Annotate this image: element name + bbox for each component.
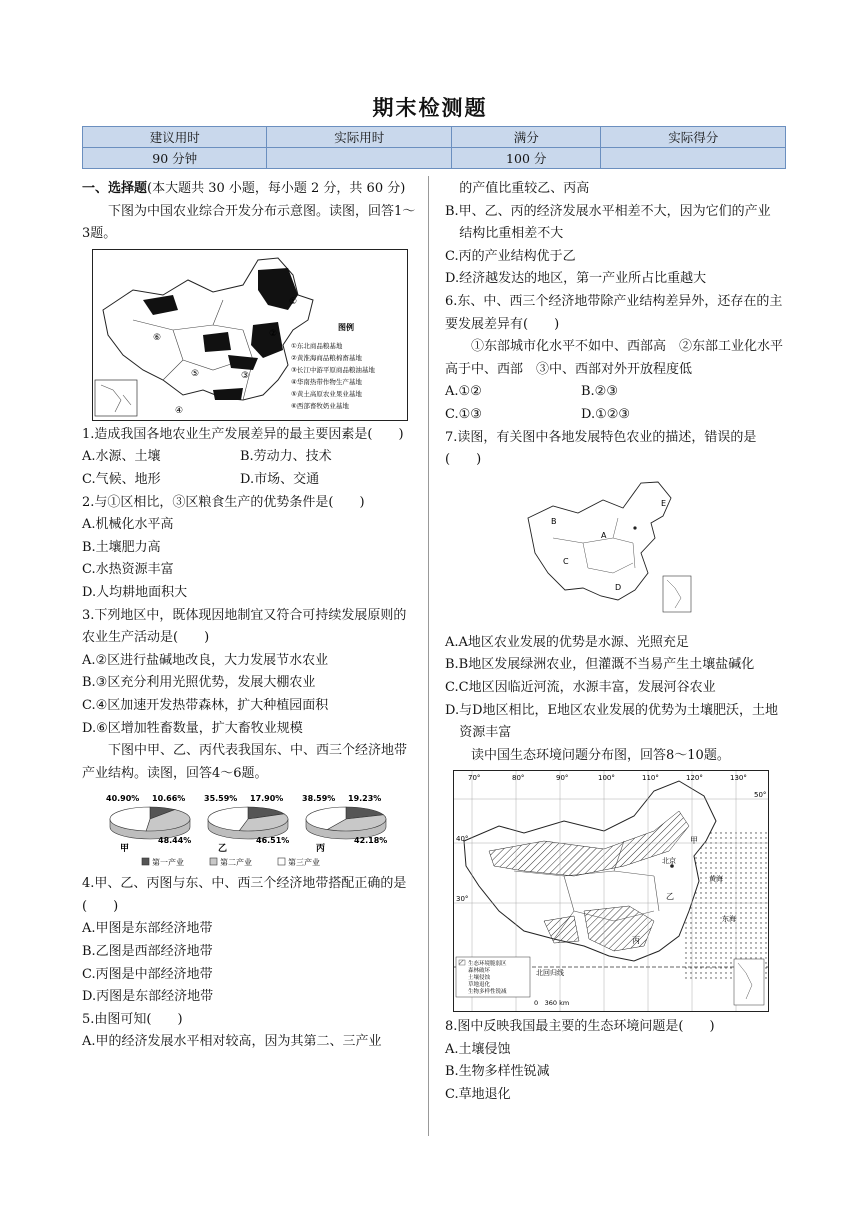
- q1-option-a[interactable]: A.水源、土壤: [82, 449, 161, 465]
- header-actual-score: 实际得分: [601, 127, 786, 148]
- legend-item-1: ①东北商品粮基地: [291, 341, 343, 350]
- q6-options-row2: [445, 404, 783, 427]
- left-column: [82, 178, 416, 1054]
- beijing-dot: [633, 526, 636, 529]
- pie-3-label-secondary: 38.59%: [302, 794, 336, 804]
- label-5: ⑤: [191, 368, 200, 379]
- label-tropic: 北回归线: [536, 969, 564, 978]
- q5-option-a-cont[interactable]: 的产值比重较乙、丙高: [459, 181, 590, 196]
- label-1: ①: [289, 296, 298, 307]
- q6-option-a[interactable]: A.①②: [445, 384, 482, 400]
- pie-3-label-primary: 19.23%: [348, 794, 382, 804]
- q6-option-c[interactable]: C.①③: [445, 406, 482, 422]
- section-title: 一、选择题: [82, 181, 148, 196]
- label-beijing: 北京: [662, 857, 676, 866]
- industry-pie-charts: [100, 789, 400, 869]
- region-map-svg: [523, 478, 703, 628]
- intro-2: 下图中甲、乙、丙代表我国东、中、西三个经济地带产业结构。读图，回答4～6题。: [82, 743, 408, 781]
- pie-1-name: 甲: [120, 844, 130, 855]
- pie-legend-label-3: 第三产业: [288, 858, 320, 868]
- lon-80: 80°: [512, 774, 525, 783]
- label-c: C: [563, 556, 569, 566]
- q3-option-c[interactable]: C.④区加速开发热带森林，扩大种植园面积: [82, 697, 329, 713]
- q2-option-d[interactable]: D.人均耕地面积大: [82, 584, 188, 600]
- pie-3-name: 丙: [316, 844, 326, 855]
- q6-statements: ①东部城市化水平不如中、西部高 ②东部工业化水平高于中、西部 ③中、西部对外开放程度低: [445, 339, 784, 377]
- q5-option-b[interactable]: B.甲、乙、丙的经济发展水平相差不大，因为它们的产业结构比重相差不大: [445, 203, 771, 242]
- right-column: [445, 178, 783, 1107]
- q5-option-c[interactable]: C.丙的产业结构优于乙: [445, 248, 576, 264]
- lon-100: 100°: [598, 774, 615, 783]
- pie-2-label-tertiary: 46.51%: [256, 836, 290, 846]
- q5-option-a[interactable]: A.甲的经济发展水平相对较高，因为其第二、三产业: [82, 1034, 382, 1050]
- legend-item-5: ⑤黄土高原农业果业基地: [291, 389, 362, 398]
- q4-stem: 4.甲、乙、丙图与东、中、西三个经济地带搭配正确的是( ): [82, 876, 407, 914]
- q6-option-d[interactable]: D.①②③: [581, 406, 631, 422]
- label-b: B: [551, 516, 557, 526]
- q5-stem: 5.由图可知( ): [82, 1011, 183, 1027]
- q2-option-a[interactable]: A.机械化水平高: [82, 517, 174, 533]
- label-yellow-sea: 黄海: [709, 875, 723, 884]
- legend-eco-1: 生态环境脆弱区: [468, 961, 507, 968]
- value-suggested-time: 90 分钟: [83, 148, 267, 169]
- q8-stem: 8.图中反映我国最主要的生态环境问题是( ): [445, 1019, 715, 1035]
- pie-legend-label-2: 第二产业: [220, 858, 252, 868]
- q2-stem: 2.与①区相比，③区粮食生产的优势条件是( ): [82, 494, 365, 510]
- lat-50: 50°: [754, 791, 767, 800]
- legend-eco-3: 土壤侵蚀: [468, 975, 491, 982]
- q7-option-c[interactable]: C.C地区因临近河流，水源丰富，发展河谷农业: [445, 679, 716, 695]
- agriculture-region-map: [523, 478, 703, 628]
- label-d: D: [615, 582, 622, 592]
- header-suggested-time: 建议用时: [83, 127, 267, 148]
- legend-item-6: ⑥西部畜牧奶业基地: [291, 401, 349, 410]
- ecological-map-svg: [454, 771, 768, 1011]
- pie-1-label-secondary: 40.90%: [106, 794, 140, 804]
- q3-option-d[interactable]: D.⑥区增加牲畜数量，扩大畜牧业规模: [82, 720, 303, 736]
- pie-legend-swatch-2: [210, 858, 217, 865]
- q6-options-row1: [445, 381, 783, 404]
- pie-legend-label-1: 第一产业: [152, 858, 184, 868]
- region-4-shape: [213, 388, 243, 400]
- info-table: [82, 126, 786, 169]
- pie-3-label-tertiary: 42.18%: [354, 836, 388, 846]
- q6-stem: 6.东、中、西三个经济地带除产业结构差异外，还存在的主要发展差异有( ): [445, 293, 783, 332]
- legend-eco-4: 草地退化: [468, 982, 491, 989]
- label-jia: 甲: [690, 836, 698, 846]
- q1-option-d[interactable]: D.市场、交通: [240, 471, 320, 487]
- lon-90: 90°: [556, 774, 569, 783]
- q4-option-b[interactable]: B.乙图是西部经济地带: [82, 944, 213, 960]
- label-2: ②: [269, 328, 278, 339]
- legend-item-4: ④华南热带作物生产基地: [291, 377, 362, 386]
- china-outline-2: [528, 482, 671, 600]
- q7-option-a[interactable]: A.A地区农业发展的优势是水源、光照充足: [445, 634, 689, 650]
- q1-option-c[interactable]: C.气候、地形: [82, 471, 161, 487]
- q8-option-a[interactable]: A.土壤侵蚀: [445, 1041, 511, 1057]
- q1-option-b[interactable]: B.劳动力、技术: [240, 449, 332, 465]
- header-actual-time: 实际用时: [267, 127, 451, 148]
- column-divider: [428, 176, 429, 1136]
- agriculture-map: [92, 249, 408, 421]
- page-title: 期末检测题: [372, 95, 488, 120]
- pie-2-label-secondary: 35.59%: [204, 794, 238, 804]
- label-yi: 乙: [666, 892, 674, 902]
- lon-110: 110°: [642, 774, 659, 783]
- label-4: ④: [175, 405, 184, 416]
- section-heading: [82, 178, 416, 201]
- label-a: A: [601, 530, 607, 540]
- q8-option-b[interactable]: B.生物多样性锐减: [445, 1064, 550, 1080]
- fragile-zone-southwest: [544, 916, 579, 943]
- legend-item-2: ②黄淮海商品粮棉畜基地: [291, 353, 362, 362]
- ecological-map: [453, 770, 769, 1012]
- q3-stem: 3.下列地区中，既体现因地制宜又符合可持续发展原则的农业生产活动是( ): [82, 607, 407, 646]
- pie-chart-svg: [100, 789, 400, 869]
- pie-1-label-tertiary: 48.44%: [158, 836, 192, 846]
- q5-option-d[interactable]: D.经济越发达的地区，第一产业所占比重越大: [445, 271, 707, 287]
- lat-30: 30°: [456, 895, 469, 904]
- label-3: ③: [241, 370, 250, 381]
- label-bing: 丙: [632, 936, 640, 946]
- intro-1: 下图为中国农业综合开发分布示意图。读图，回答1～3题。: [82, 203, 416, 242]
- inset-map-3: [734, 959, 764, 1005]
- label-6: ⑥: [153, 332, 162, 343]
- inset-map-2: [663, 576, 691, 612]
- pie-2-name: 乙: [218, 844, 228, 855]
- label-e: E: [661, 498, 667, 508]
- legend-eco-2: 森林破坏: [468, 968, 491, 975]
- pie-legend-swatch-1: [142, 858, 149, 865]
- q8-option-c[interactable]: C.草地退化: [445, 1087, 511, 1103]
- q3-option-b[interactable]: B.③区充分利用光照优势，发展大棚农业: [82, 675, 316, 691]
- pie-2-label-primary: 17.90%: [250, 794, 284, 804]
- q4-option-a[interactable]: A.甲图是东部经济地带: [82, 921, 213, 937]
- intro-3: 读中国生态环境问题分布图，回答8～10题。: [471, 747, 730, 763]
- legend-title: 图例: [338, 322, 354, 332]
- pie-1-label-primary: 10.66%: [152, 794, 186, 804]
- q3-option-a[interactable]: A.②区进行盐碱地改良，大力发展节水农业: [82, 652, 329, 668]
- value-actual-time: [267, 148, 451, 169]
- q2-option-c[interactable]: C.水热资源丰富: [82, 562, 174, 578]
- lat-40: 40°: [456, 835, 469, 844]
- legend-hatch-swatch: [459, 960, 465, 965]
- q7-option-b[interactable]: B.B地区发展绿洲农业，但灌溉不当易产生土壤盐碱化: [445, 657, 755, 673]
- q1-options-row2: [82, 469, 416, 492]
- header-full-score: 满分: [451, 127, 601, 148]
- region-5-shape: [203, 332, 231, 352]
- lon-130: 130°: [730, 774, 747, 783]
- scale-bar: 0 360 km: [534, 999, 570, 1008]
- q2-option-b[interactable]: B.土壤肥力高: [82, 539, 161, 555]
- q6-option-b[interactable]: B.②③: [581, 384, 618, 400]
- agriculture-map-svg: [93, 250, 407, 420]
- q4-option-c[interactable]: C.丙图是中部经济地带: [82, 966, 213, 982]
- q1-stem: 1.造成我国各地农业生产发展差异的最主要因素是( ): [82, 426, 404, 442]
- value-full-score: 100 分: [451, 148, 601, 169]
- legend-eco-5: 生物多样性锐减: [468, 989, 507, 996]
- lon-120: 120°: [686, 774, 703, 783]
- q4-option-d[interactable]: D.丙图是东部经济地带: [82, 989, 214, 1005]
- q7-stem: 7.读图，有关图中各地发展特色农业的描述，错误的是( ): [445, 429, 757, 468]
- label-east-sea: 东海: [722, 915, 736, 924]
- q7-option-d[interactable]: D.与D地区相比，E地区农业发展的优势为土壤肥沃，土地资源丰富: [445, 702, 779, 741]
- q1-options-row1: [82, 446, 416, 469]
- value-actual-score: [601, 148, 786, 169]
- legend-item-3: ③长江中游平原商品粮油基地: [291, 365, 375, 374]
- pie-legend-swatch-3: [278, 858, 285, 865]
- lon-70: 70°: [468, 774, 481, 783]
- section-note: (本大题共 30 小题，每小题 2 分，共 60 分): [147, 181, 406, 196]
